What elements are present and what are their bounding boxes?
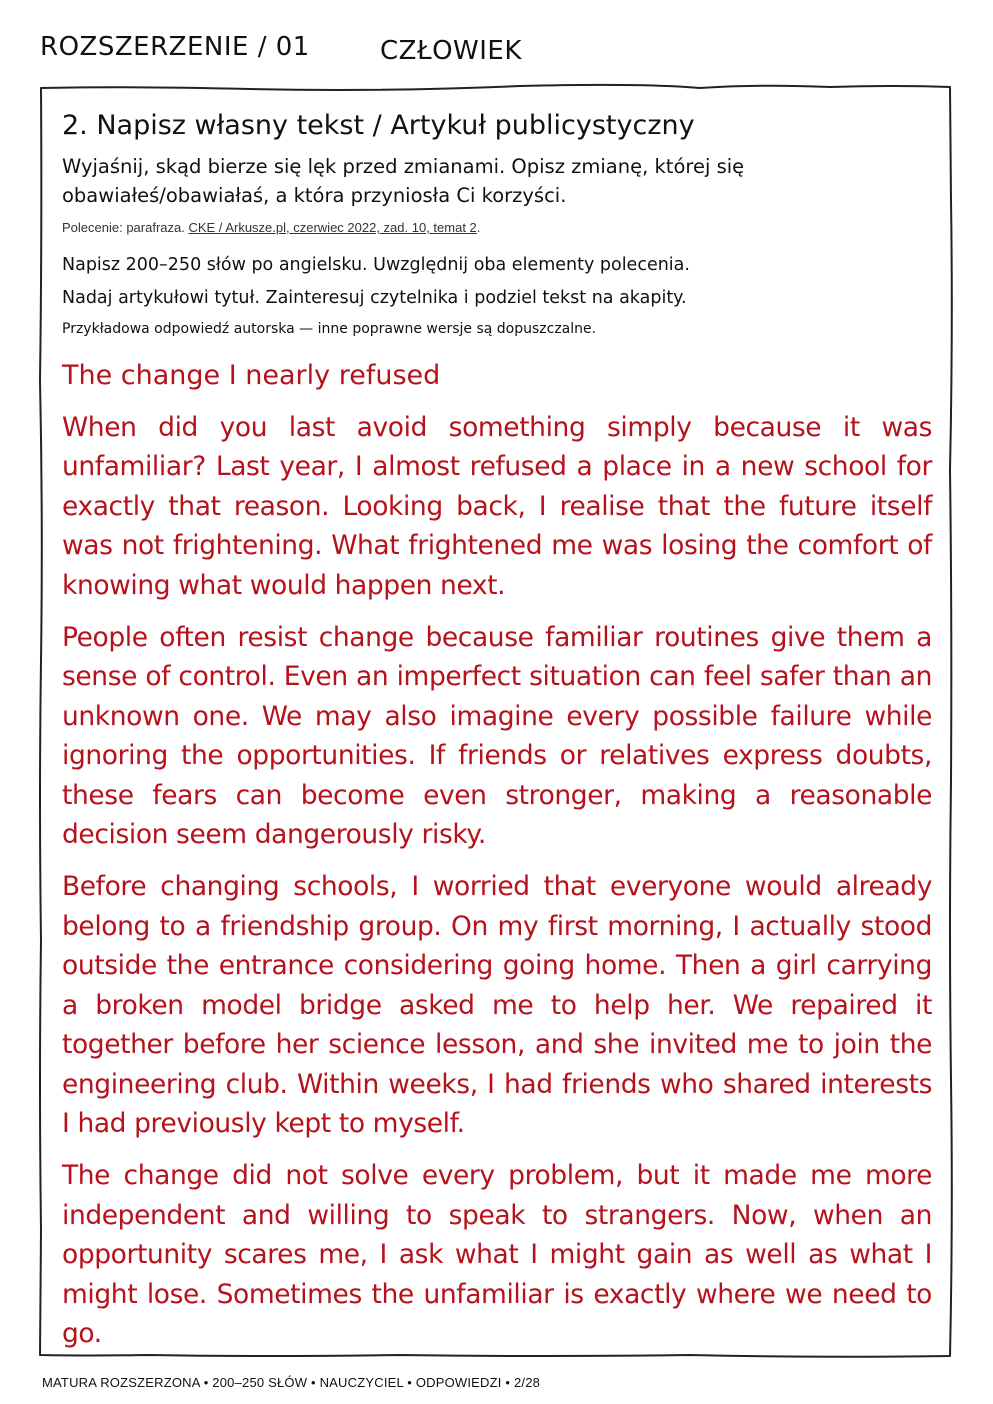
source-link[interactable]: CKE / Arkusze.pl, czerwiec 2022, zad. 10, temat 2 (188, 220, 477, 235)
topic-label: CZŁOWIEK (380, 36, 522, 66)
page-header (40, 30, 940, 74)
sample-answer-note: Przykładowa odpowiedź autorska — inne poprawne wersje są dopuszczalne. (62, 321, 597, 337)
essay-paragraph: Before changing schools, I worried that everyone would already belong to a friendship group. On my first morning, I actually stood outside the entrance considering going home. Then a girl carrying a broken model bridge asked me to help her. We repaired it together before her science lesson, and she invited me to join the engineering club. Within weeks, I had friends who shared interests I had previously kept to myself. (62, 871, 932, 1139)
source-suffix: . (476, 220, 481, 235)
essay-paragraph: The change did not solve every problem, but it made me more independent and willing to speak to strangers. Now, when an opportunity scares me, I ask what I might gain as well as what I might lose. Sometimes the unfamiliar is exactly where we need to go. (62, 1160, 932, 1349)
task-source (62, 218, 932, 238)
essay-paragraph: When did you last avoid something simply because it was unfamiliar? Last year, I almost refused a place in a new school for exactly that reason. Looking back, I realise that the future itself was not frightening. What frightened me was losing the comfort of knowing what would happen next. (62, 412, 932, 601)
essay-paragraph: People often resist change because familiar routines give them a sense of control. Even an imperfect situation can feel safer than an unknown one. We may also imagine every possible failure while ignoring the opportunities. If friends or relatives express doubts, these fears can become even stronger, making a reasonable decision seem dangerously risky. (62, 622, 932, 851)
essay-title: The change I nearly refused (62, 360, 441, 391)
instruction-word-count: Napisz 200–250 słów po angielsku. Uwzględnij oba elementy polecenia. (62, 255, 690, 275)
source-prefix: Polecenie: parafraza. (62, 220, 189, 235)
task-title: 2. Napisz własny tekst / Artykuł publicystyczny (62, 110, 695, 141)
main-content (62, 106, 932, 1366)
page-footer: MATURA ROZSZERZONA • 200–250 SŁÓW • NAUCZYCIEL • ODPOWIEDZI • 2/28 (42, 1375, 541, 1390)
section-label: ROZSZERZENIE / 01 (40, 32, 310, 62)
instruction-title-paragraphs: Nadaj artykułowi tytuł. Zainteresuj czytelnika i podziel tekst na akapity. (62, 288, 687, 308)
task-description: Wyjaśnij, skąd bierze się lęk przed zmianami. Opisz zmianę, której się obawiałeś/obawiałaś, a która przyniosła Ci korzyści. (62, 155, 745, 207)
